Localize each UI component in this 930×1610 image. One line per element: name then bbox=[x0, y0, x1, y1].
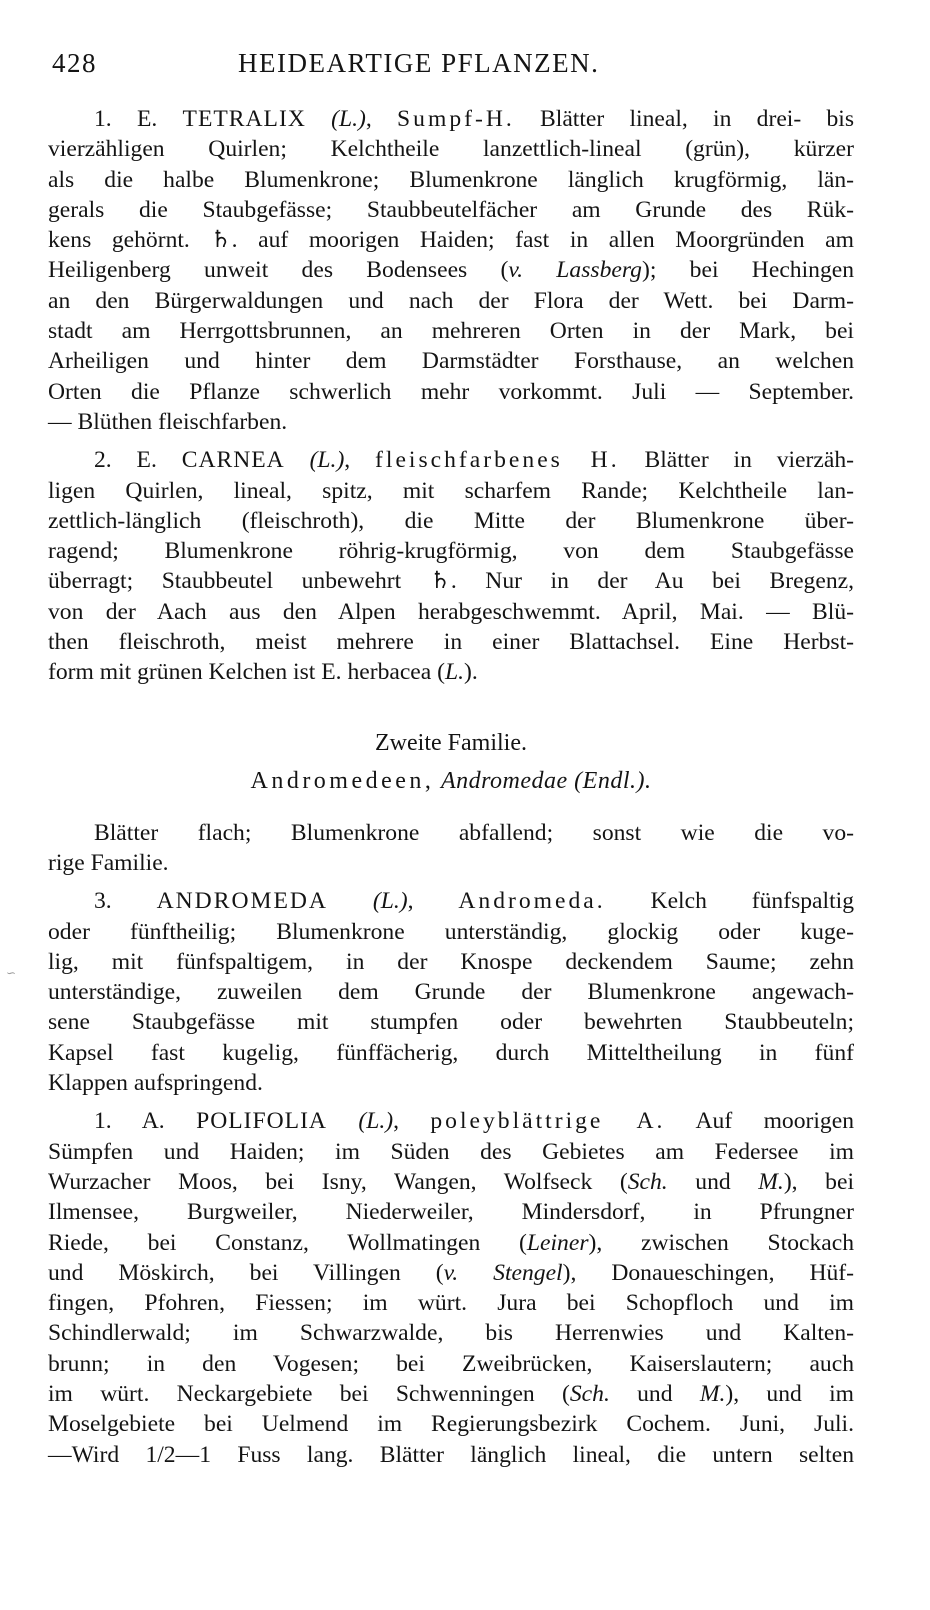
text-run: und bbox=[609, 1380, 700, 1407]
entry-number: 1. E. bbox=[94, 106, 158, 132]
entry-number: 1. A. bbox=[94, 1108, 165, 1135]
text-line: überragt; Staubbeutel unbewehrt ♄. Nur in der Au bei Bregenz, bbox=[48, 568, 854, 595]
genus-andromeda bbox=[48, 886, 854, 1098]
text-line: sene Staubgefässe mit stumpfen oder bewehrten Staubbeuteln; bbox=[48, 1009, 854, 1036]
text-run: ), bei bbox=[783, 1168, 855, 1195]
text-line: an den Bürgerwaldungen und nach der Flora der Wett. bei Darm- bbox=[48, 287, 854, 314]
text-line: kens gehörnt. ♄. auf moorigen Haiden; fast in allen Moorgründen am bbox=[48, 227, 854, 254]
text-run: und Möskirch, bei Villingen ( bbox=[48, 1259, 444, 1286]
book-page bbox=[48, 48, 854, 1470]
text-line: lig, mit fünfspaltigem, in der Knospe deckendem Saume; zehn bbox=[48, 948, 854, 975]
species-name: TETRALIX bbox=[182, 106, 306, 132]
text-line: Sümpfen und Haiden; im Süden des Gebietes am Federsee im bbox=[48, 1138, 854, 1165]
text-line: gerals die Staubgefässe; Staubbeutelfächer am Grunde des Rük- bbox=[48, 196, 854, 223]
tribe-name: Andromedeen, bbox=[250, 767, 435, 794]
text-line: ligen Quirlen, lineal, spitz, mit scharfem Rande; Kelchtheile lan- bbox=[48, 477, 854, 504]
text-run: —1 Fuss lang. Blätter länglich lineal, die untern selten bbox=[175, 1441, 854, 1468]
text-line: Ilmensee, Burgweiler, Niederweiler, Mindersdorf, in Pfrungner bbox=[48, 1199, 854, 1226]
genus-name: ANDROMEDA bbox=[156, 888, 328, 915]
tribe-heading bbox=[48, 766, 854, 796]
text-run: Riede, bei Constanz, Wollmatingen ( bbox=[48, 1229, 527, 1256]
text-line: Arheiligen und hinter dem Darmstädter Forsthause, an welchen bbox=[48, 348, 854, 375]
text-line: Klappen aufspringend. bbox=[48, 1070, 263, 1097]
text-run: Blätter in vierzäh- bbox=[644, 447, 854, 474]
collector-reference: Sch. bbox=[627, 1168, 668, 1195]
author-citation: L. bbox=[445, 659, 465, 686]
collector-reference: v. Stengel bbox=[443, 1259, 563, 1286]
running-title: HEIDEARTIGE PFLANZEN. bbox=[238, 48, 600, 78]
text-line: Moselgebiete bei Uelmend im Regierungsbezirk Cochem. Juni, Juli. bbox=[48, 1411, 854, 1438]
text-line: als die halbe Blumenkrone; Blumenkrone länglich krugförmig, län- bbox=[48, 166, 854, 193]
collector-reference: M. bbox=[699, 1380, 726, 1407]
text-run: Wurzacher Moos, bei Isny, Wangen, Wolfseck ( bbox=[48, 1168, 628, 1195]
text-run: Auf moorigen bbox=[695, 1108, 854, 1135]
page-number: 428 bbox=[52, 48, 97, 78]
family-description bbox=[48, 818, 854, 879]
text-run: ), Donaueschingen, Hüf- bbox=[562, 1259, 854, 1286]
text-line: von der Aach aus den Alpen herabgeschwemmt. April, Mai. — Blü- bbox=[48, 598, 854, 625]
text-run: Kelch fünfspaltig bbox=[650, 888, 854, 915]
common-name: Sumpf-H. bbox=[397, 106, 515, 132]
text-line: rige Familie. bbox=[48, 849, 169, 876]
text-run: form mit grünen Kelchen ist E. herbacea ( bbox=[48, 659, 446, 686]
author-citation: (L.) bbox=[309, 447, 345, 474]
text-run: ). bbox=[464, 659, 478, 686]
common-name: Andromeda. bbox=[458, 888, 606, 915]
author-citation: (L.) bbox=[358, 1108, 394, 1135]
text-line: zettlich-länglich (fleischroth), die Mitte der Blumenkrone über- bbox=[48, 507, 854, 534]
text-line: stadt am Herrgottsbrunnen, an mehreren Orten in der Mark, bei bbox=[48, 318, 854, 345]
text-line bbox=[48, 1440, 854, 1470]
text-line: then fleischroth, meist mehrere in einer Blattachsel. Eine Herbst- bbox=[48, 629, 854, 656]
text-line: unterständige, zuweilen dem Grunde der Blumenkrone angewach- bbox=[48, 979, 854, 1006]
entry-number: 2. E. bbox=[94, 447, 157, 474]
text-line: 1. E. TETRALIX (L.), Sumpf-H. Blätter lineal, in drei- bis bbox=[94, 106, 855, 132]
text-line bbox=[48, 657, 854, 687]
text-line bbox=[48, 1167, 854, 1197]
entry-andromeda-polifolia bbox=[48, 1106, 854, 1470]
text-run: im würt. Neckargebiete bei Schwenningen ( bbox=[48, 1380, 570, 1407]
text-run: ), und im bbox=[725, 1380, 854, 1407]
text-line: ragend; Blumenkrone röhrig-krugförmig, von dem Staubgefässe bbox=[48, 538, 854, 565]
entry-number: 3. bbox=[94, 888, 112, 915]
text-line: 2. E. CARNEA (L.), fleischfarbenes H. Blätter in vierzäh- bbox=[94, 447, 854, 474]
collector-reference: v. Lassberg bbox=[508, 257, 642, 284]
collector-reference: Sch. bbox=[569, 1380, 610, 1407]
author-citation: (L.) bbox=[372, 888, 408, 915]
fraction: 1/2 bbox=[145, 1441, 176, 1468]
text-line: fingen, Pfohren, Fiessen; im würt. Jura bei Schopfloch und im bbox=[48, 1290, 854, 1317]
text-line: 3. ANDROMEDA (L.), Andromeda. Kelch fünfspaltig bbox=[94, 888, 854, 915]
text-line: Blätter flach; Blumenkrone abfallend; sonst wie die vo- bbox=[94, 819, 854, 846]
collector-reference: M. bbox=[758, 1168, 784, 1195]
text-run: und bbox=[667, 1168, 759, 1195]
species-name: CARNEA bbox=[181, 447, 285, 474]
stray-margin-mark: ∽ bbox=[6, 966, 17, 980]
text-line: Schindlerwald; im Schwarzwalde, bis Herrenwies und Kalten- bbox=[48, 1320, 854, 1347]
family-heading: Zweite Familie. bbox=[375, 729, 527, 756]
text-line: — Blüthen fleischfarben. bbox=[48, 408, 288, 435]
common-name: poleyblättrige A. bbox=[430, 1108, 666, 1135]
entry-erica-carnea bbox=[48, 445, 854, 687]
text-line bbox=[48, 1258, 854, 1288]
author-citation: (L.) bbox=[331, 106, 366, 132]
text-run: —Wird bbox=[48, 1441, 146, 1468]
text-run: ), zwischen Stockach bbox=[588, 1229, 854, 1256]
text-run: Heiligenberg unweit des Bodensees ( bbox=[48, 257, 509, 284]
text-line: Kapsel fast kugelig, fünffächerig, durch Mitteltheilung in fünf bbox=[48, 1039, 854, 1066]
text-line: brunn; in den Vogesen; bei Zweibrücken, Kaiserslautern; auch bbox=[48, 1350, 854, 1377]
running-head bbox=[48, 48, 854, 82]
species-name: POLIFOLIA bbox=[196, 1108, 327, 1135]
text-line: vierzähligen Quirlen; Kelchtheile lanzettlich-lineal (grün), kürzer bbox=[48, 136, 854, 163]
text-run: ); bei Hechingen bbox=[641, 257, 855, 284]
text-run: Blätter lineal, in drei- bis bbox=[540, 106, 855, 132]
text-line bbox=[48, 1228, 854, 1258]
text-line bbox=[48, 255, 854, 285]
text-line: oder fünftheilig; Blumenkrone unterständig, glockig oder kuge- bbox=[48, 918, 854, 945]
text-line bbox=[48, 1379, 854, 1409]
collector-reference: Leiner bbox=[526, 1229, 589, 1256]
tribe-latin-name: Andromedae (Endl.). bbox=[440, 767, 652, 794]
text-line: 1. A. POLIFOLIA (L.), poleyblättrige A. Auf moorigen bbox=[94, 1108, 854, 1135]
common-name: fleischfarbenes H. bbox=[375, 447, 620, 474]
entry-erica-tetralix bbox=[48, 104, 854, 437]
text-line: Orten die Pflanze schwerlich mehr vorkommt. Juli — September. bbox=[48, 378, 854, 405]
